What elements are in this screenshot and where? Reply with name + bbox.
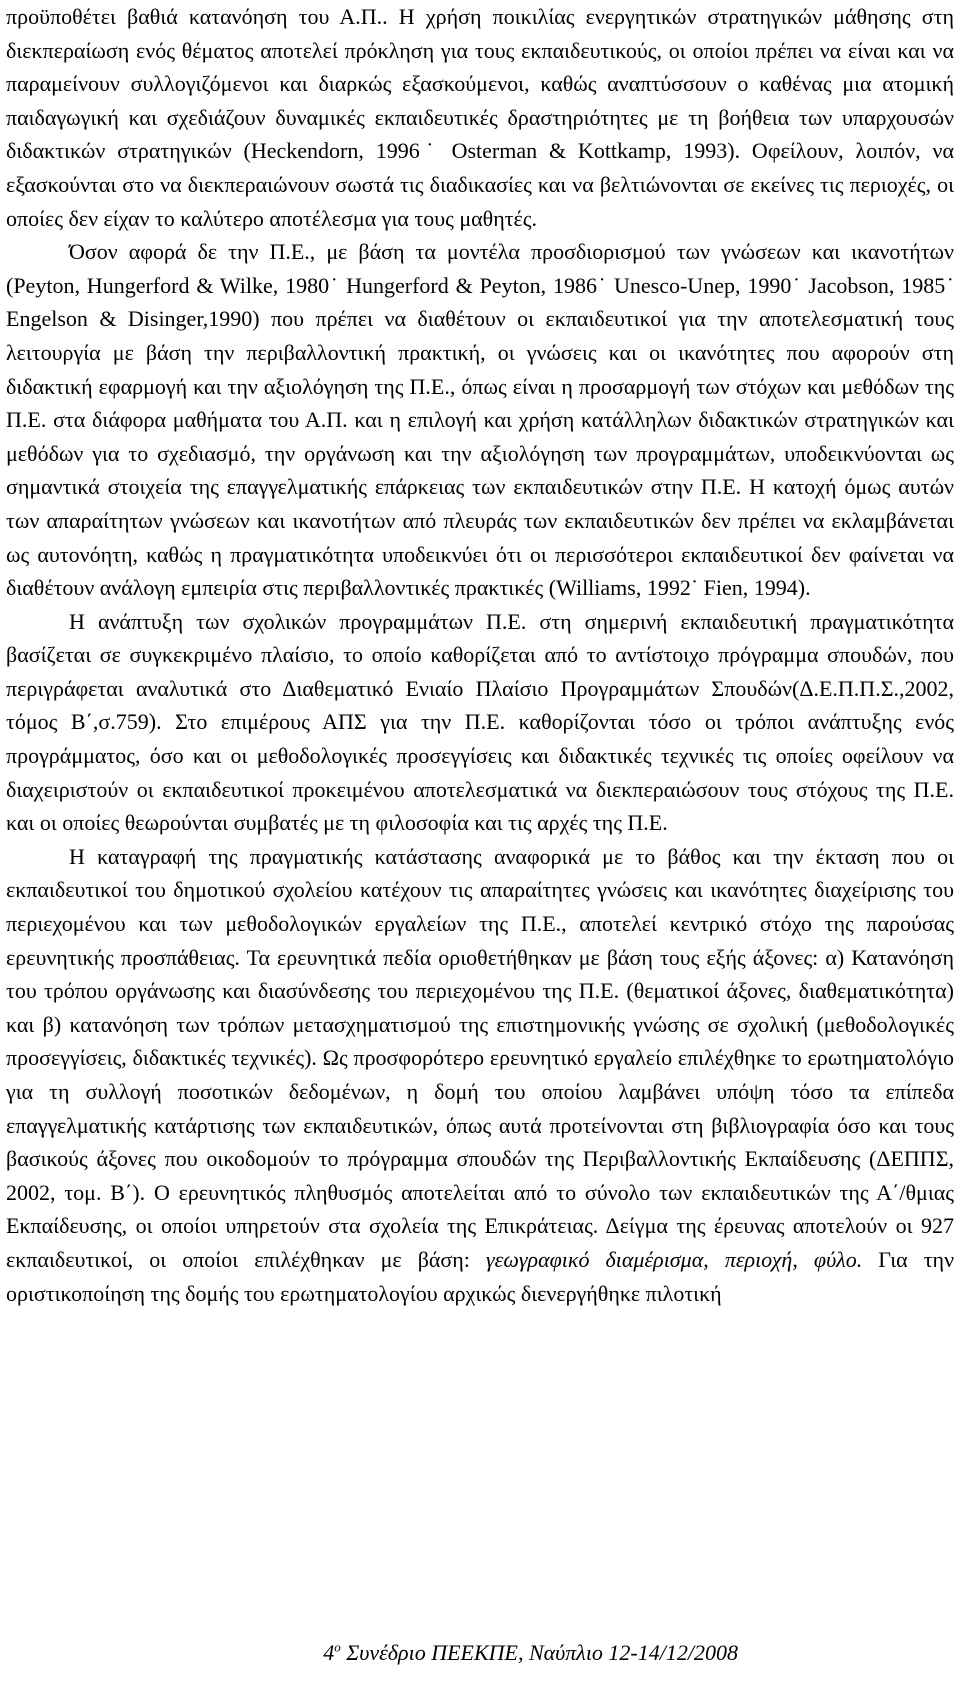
document-page	[6, 0, 954, 1310]
footer-conference-text: Συνέδριο ΠΕΕΚΠΕ, Ναύπλιο 12-14/12/2008	[340, 1640, 738, 1665]
paragraph-4-italic-criteria: γεωγραφικό διαμέρισμα, περιοχή, φύλο.	[485, 1246, 863, 1272]
footer-ordinal: 4	[323, 1640, 335, 1665]
footer-ordinal-suffix: ο	[334, 1639, 341, 1655]
document-body	[6, 0, 954, 1310]
page-footer	[0, 1640, 960, 1666]
paragraph-2: Όσον αφορά δε την Π.Ε., με βάση τα μοντέλα προσδιορισμού των γνώσεων και ικανοτήτων (Peyton, Hungerford & Wilke, 1980˙ Hungerford & Peyton, 1986˙ Unesco-Unep, 1990˙ Jacobson, 1985˙ Engelson & Disinger,1990) που πρέπει να διαθέτουν οι εκπαιδευτικοί για την αποτελεσματική τους λειτουργία με βάση την περιβαλλοντική πρακτική, οι γνώσεις και οι ικανότητες που αφορούν στη διδακτική εφαρμογή και την αξιολόγηση της Π.Ε., όπως είναι η προσαρμογή των στόχων και μεθόδων της Π.Ε. στα διάφορα μαθήματα του Α.Π. και η επιλογή και χρήση κατάλληλων διδακτικών στρατηγικών και μεθόδων για το σχεδιασμό, την οργάνωση και την αξιολόγηση των προγραμμάτων, υποδεικνύονται ως σημαντικά στοιχεία της επαγγελματικής επάρκειας των εκπαιδευτικών στην Π.Ε. Η κατοχή όμως αυτών των απαραίτητων γνώσεων και ικανοτήτων από πλευράς των εκπαιδευτικών δεν πρέπει να εκλαμβάνεται ως αυτονόητη, καθώς η πραγματικότητα υποδεικνύει ότι οι περισσότεροι εκπαιδευτικοί δεν φαίνεται να διαθέτουν ανάλογη εμπειρία στις περιβαλλοντικές πρακτικές (Williams, 1992˙ Fien, 1994).	[6, 239, 954, 601]
paragraph-4-text-start: Η καταγραφή της πραγματικής κατάστασης αναφορικά με το βάθος και την έκταση που οι εκπαιδευτικοί του δημοτικού σχολείου κατέχουν τις απαραίτητες γνώσεις και ικανότητες διαχείρισης του περιεχομένου και των μεθοδολογικών εργαλείων της Π.Ε., αποτελεί κεντρικό στόχο της παρούσας ερευνητικής προσπάθειας. Τα ερευνητικά πεδία οριοθετήθηκαν με βάση τους εξής άξονες: α) Κατανόηση του τρόπου οργάνωσης και διασύνδεσης του περιεχομένου της Π.Ε. (θεματικοί άξονες, διαθεματικότητα) και β) κατανόηση των τρόπων μετασχηματισμού της επιστημονικής γνώσης σε σχολική (μεθοδολογικές προσεγγίσεις, διδακτικές τεχνικές). Ως προσφορότερο ερευνητικό εργαλείο επιλέχθηκε το ερωτηματολόγιο για τη συλλογή ποσοτικών δεδομένων, η δομή του οποίου λαμβάνει υπόψη τόσο τα επίπεδα επαγγελματικής κατάρτισης των εκπαιδευτικών, όπως αυτά προτείνονται στη βιβλιογραφία όσο και τους βασικούς άξονες που οικοδομούν το πρόγραμμα σπουδών της Περιβαλλοντικής Εκπαίδευσης (ΔΕΠΠΣ, 2002, τομ. Β΄). Ο ερευνητικός πληθυσμός αποτελείται από το σύνολο των εκπαιδευτικών της Α΄/θμιας Εκπαίδευσης, οι οποίοι υπηρετούν στα σχολεία της Επικράτειας. Δείγμα της έρευνας αποτελούν οι 927 εκπαιδευτικοί, οι οποίοι επιλέχθηκαν με βάση:	[6, 843, 954, 1272]
paragraph-4-text-end: Για την οριστικοποίηση της δομής του ερωτηματολογίου αρχικώς διενεργήθηκε πιλοτική	[6, 1246, 955, 1306]
paragraph-3: Η ανάπτυξη των σχολικών προγραμμάτων Π.Ε. στη σημερινή εκπαιδευτική πραγματικότητα βασίζεται σε συγκεκριμένο πλαίσιο, το οποίο καθορίζεται από το αντίστοιχο πρόγραμμα σπουδών, που περιγράφεται αναλυτικά στο Διαθεματικό Ενιαίο Πλαίσιο Προγραμμάτων Σπουδών(Δ.Ε.Π.Π.Σ.,2002, τόμος Β΄,σ.759). Στο επιμέρους ΑΠΣ για την Π.Ε. καθορίζονται τόσο οι τρόποι ανάπτυξης ενός προγράμματος, όσο και οι μεθοδολογικές προσεγγίσεις και διδακτικές τεχνικές τις οποίες οφείλουν να διαχειριστούν οι εκπαιδευτικοί προκειμένου αποτελεσματικά να διεκπεραιώσουν τους στόχους της Π.Ε. και οι οποίες θεωρούνται συμβατές με τη φιλοσοφία και τις αρχές της Π.Ε.	[6, 608, 954, 836]
paragraph-4	[6, 840, 954, 1310]
paragraph-1: προϋποθέτει βαθιά κατανόηση του Α.Π.. Η χρήση ποικιλίας ενεργητικών στρατηγικών μάθησης στη διεκπεραίωση ενός θέματος αποτελεί πρόκληση για τους εκπαιδευτικούς, οι οποίοι πρέπει να είναι και να παραμείνουν συλλογιζόμενοι και διαρκώς εξασκούμενοι, καθώς αναπτύσσουν ο καθένας μια ατομική παιδαγωγική και σχεδιάζουν δυναμικές εκπαιδευτικές δραστηριότητες με τη βοήθεια των υπαρχουσών διδακτικών στρατηγικών (Heckendorn, 1996˙ Osterman & Kottkamp, 1993). Οφείλουν, λοιπόν, να εξασκούνται στο να διεκπεραιώνουν σωστά τις διαδικασίες και να βελτιώνονται σε εκείνες τις περιοχές, οι οποίες δεν είχαν το καλύτερο αποτέλεσμα για τους μαθητές.	[6, 4, 954, 231]
